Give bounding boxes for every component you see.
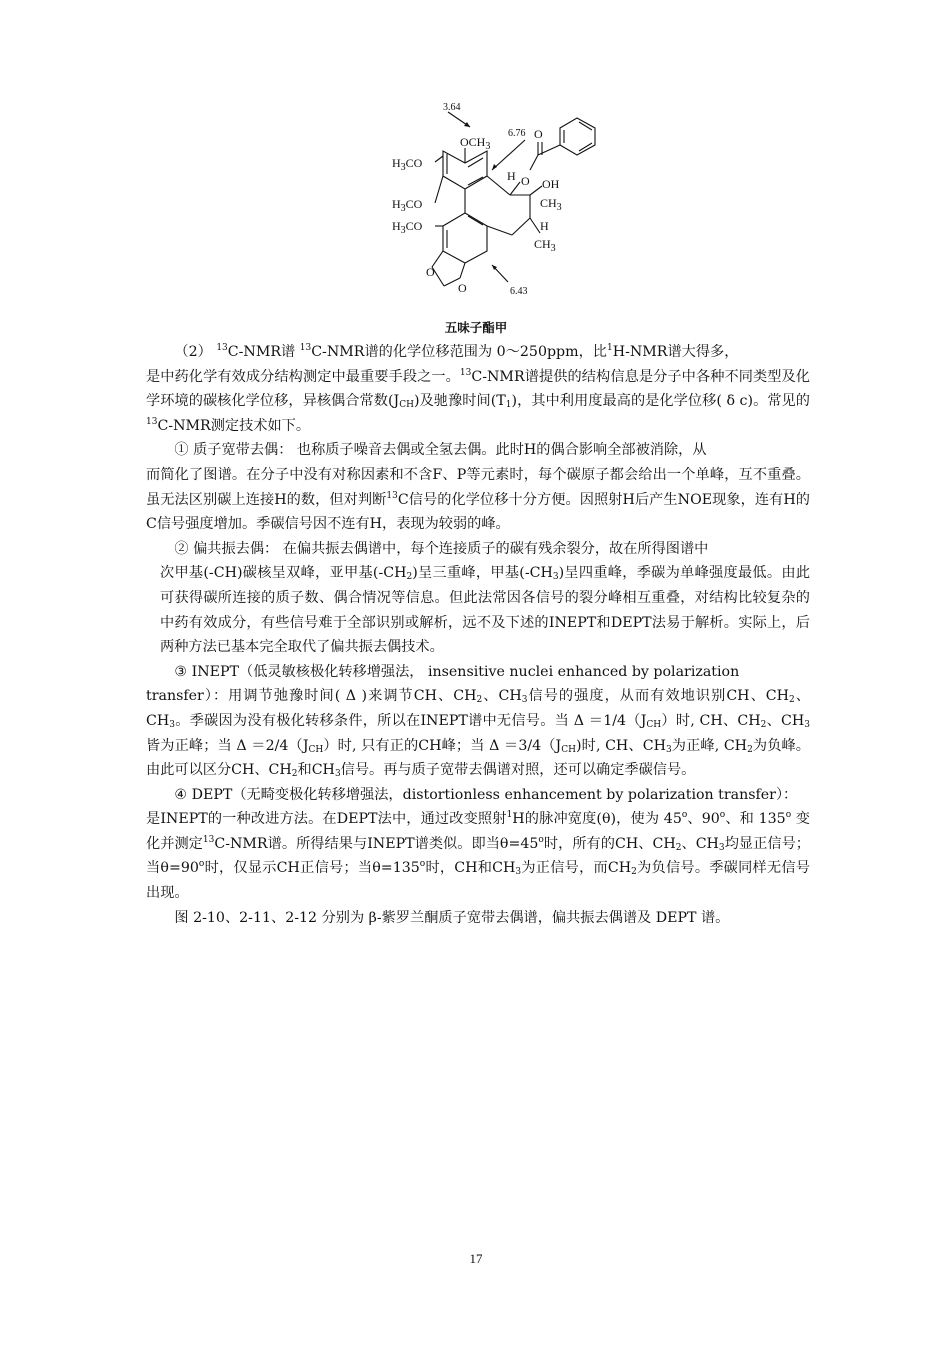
- shift-label-676: 6.76: [508, 128, 526, 139]
- svg-text:O: O: [458, 281, 467, 295]
- svg-text:O: O: [426, 265, 435, 279]
- paragraph-inept: ③ INEPT（低灵敏核极化转移增强法， insensitive nuclei enhanced by polarization: [174, 663, 740, 680]
- shift-label-364: 3.64: [443, 102, 461, 113]
- svg-text:OH: OH: [542, 177, 560, 191]
- paragraph-dept: ④ DEPT（无畸变极化转移增强法，distortionless enhancement by polarization transfer）：: [174, 786, 798, 803]
- svg-text:O: O: [534, 127, 543, 141]
- svg-text:H3CO: $H_3CO$: [392, 156, 423, 173]
- chemical-structure-diagram: [380, 100, 620, 310]
- shift-label-643: 6.43: [510, 286, 528, 297]
- body-text: （2） $^{13}$C-NMR谱 $^{13}$C-NMR谱的化学位移范围为 0～250ppm，比$^1$H-NMR谱大得多， 是中药化学有效成分结构测定中最重要手段之一。$^{13}$C-NMR谱提供的结构信息是分子中各种不同类型及化学环境的碳核化学位移，异核偶合常数$(J_{CH})$及驰豫时间$(T_1)$，其中利用度最高的是化学位移( δ c)。常见的$^{13}$C-NMR测定技术如下。 ① 质子宽带去偶： 也称质子噪音去偶或全氢去偶。此时H的偶合影响全部被消除，从 而简化了图谱。在分子中没有对称因素和不含F、P等元素时，每个碳原子都会给出一个单峰，互不重叠。虽无法区别碳上连接H的数，但对判断$^{13}$C信号的化学位移十分方便。因照射H后产生NOE现象，连有H的C信号强度增加。季碳信号因不连有H，表现为较弱的峰。 ② 偏共振去偶： 在偏共振去偶谱中，每个连接质子的碳有残余裂分，故在所得图谱中 次甲基(-CH)碳核呈双峰，亚甲基$(-CH_2)$呈三重峰，甲基$(-CH_3)$呈四重峰，季碳为单峰强度最低。由此可获得碳所连接的质子数、偶合情况等信息。但此法常因各信号的裂分峰相互重叠，对结构比较复杂的中药有效成分，有些信号难于全部识别或解析，远不及下述的INEPT和DEPT法易于解析。实际上，后两种方法已基本完全取代了偏共振去偶技术。 ③ INEPT（低灵敏核极化转移增强法， insensitive nuclei enhanced by polarization transfer）：用调节弛豫时间( Δ )来调节CH、$CH_2$、$CH_3$信号的强度，从而有效地识别CH、$CH_2$、$CH_3$。季碳因为没有极化转移条件，所以在INEPT谱中无信号。当 $\Delta =1/4(J_{CH})$时, CH、$CH_2$、$CH_3$皆为正峰；当 $\Delta =2/4(J_{CH})$时, 只有正的CH峰；当 $\Delta =3/4(J_{CH})$时, CH、$CH_3$为正峰, $CH_2$为负峰。由此可以区分CH、$CH_2$和$CH_3$信号。再与质子宽带去偶谱对照，还可以确定季碳信号。 ④ DEPT（无畸变极化转移增强法，distortionless enhancement by polarization transfer）： 是INEPT的一种改进方法。在DEPT法中，通过改变照射$^1$H的脉冲宽度(θ)，使为 45$^o$、90$^o$、和 135$^o$ 变化并测定$^{13}$C-NMR谱。所得结果与INEPT谱类似。即当$\theta=45^o$时，所有的CH、$CH_2$、$CH_3$均显正信号；当$\theta=90^o$时，仅显示CH正信号；当$\theta=135^o$时，CH和$CH_3$为正信号，而$CH_2$为负信号。季碳同样无信号出现。 图 2-10、2-11、2-12 分别为 β-紫罗兰酮质子宽带去偶谱，偏共振去偶谱及 DEPT 谱。: [146, 340, 810, 930]
- paragraph-figure-reference: 图 2-10、2-11、2-12 分别为 β-紫罗兰酮质子宽带去偶谱，偏共振去偶谱及 DEPT 谱。: [174, 909, 730, 926]
- svg-text:O: O: [521, 174, 530, 188]
- svg-text:H3CO: $H_3CO$: [392, 197, 423, 214]
- paragraph-off-resonance: ② 偏共振去偶： 在偏共振去偶谱中，每个连接质子的碳有残余裂分，故在所得图谱中: [174, 540, 709, 557]
- page-number: 17: [469, 1251, 483, 1266]
- paragraph-13c-nmr: （2） $^{13}$C-NMR谱 $^{13}$C-NMR谱的化学位移范围为 0～250ppm，比$^1$H-NMR谱大得多，: [174, 343, 739, 360]
- svg-text:OCH3: $OCH_3$: [460, 135, 491, 152]
- schisantherin-structure-figure: [380, 100, 620, 310]
- svg-text:H: H: [507, 169, 516, 183]
- svg-text:CH3: $CH_3$: [540, 196, 562, 213]
- svg-text:H3CO: $H_3CO$: [392, 219, 423, 236]
- svg-text:H: H: [540, 219, 549, 233]
- paragraph-broadband-decoupling: ① 质子宽带去偶： 也称质子噪音去偶或全氢去偶。此时H的偶合影响全部被消除，从: [174, 442, 707, 459]
- svg-text:CH3: $CH_3$: [534, 237, 556, 254]
- figure-caption: 五味子酯甲: [444, 320, 508, 335]
